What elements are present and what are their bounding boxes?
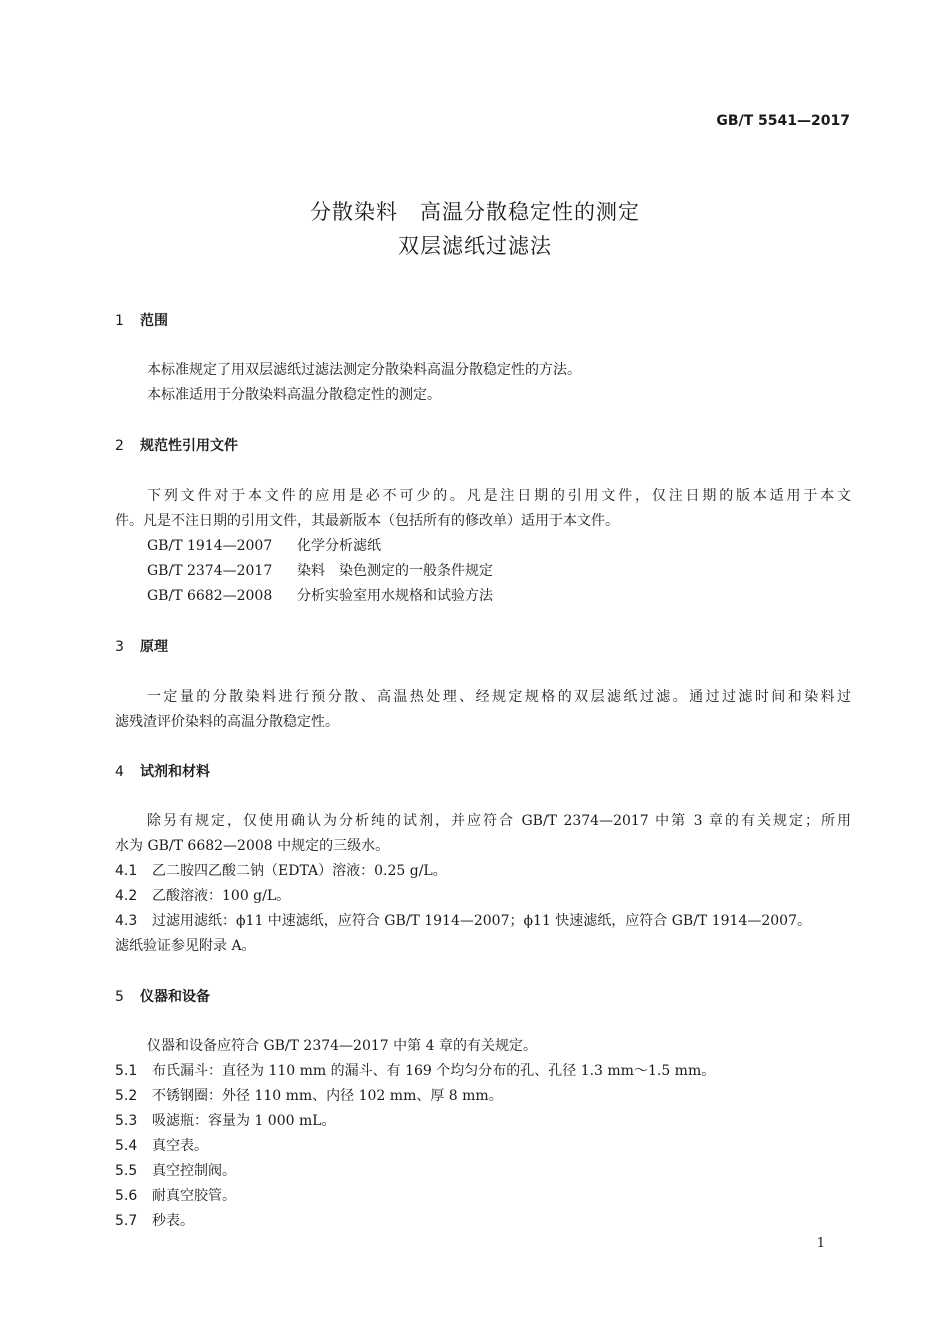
item-text: 真空控制阀。 (152, 1163, 236, 1179)
item-number: 5.4 (115, 1138, 138, 1154)
reference-code: GB/T 6682—2008 (147, 588, 273, 604)
section-number: 4 (115, 764, 124, 780)
item-number: 5.1 (115, 1063, 138, 1079)
item-text: 乙酸溶液：100 g/L。 (152, 888, 291, 904)
item-text: 乙二胺四乙酸二钠（EDTA）溶液：0.25 g/L。 (152, 863, 447, 879)
list-item (115, 1160, 236, 1180)
section-heading-3 (115, 636, 168, 656)
list-item (115, 1210, 194, 1230)
standard-number: GB/T 5541—2017 (716, 113, 850, 129)
reference-name: 染料 染色测定的一般条件规定 (297, 563, 493, 579)
item-text: 吸滤瓶：容量为 1 000 mL。 (152, 1113, 336, 1129)
normative-reference (147, 535, 381, 555)
paragraph-line: 下列文件对于本文件的应用是必不可少的。凡是注日期的引用文件，仅注日期的版本适用于本文 (147, 488, 851, 504)
section-number: 1 (115, 313, 124, 329)
section-heading-1 (115, 310, 168, 330)
reference-code: GB/T 1914—2007 (147, 538, 273, 554)
paragraph: 本标准适用于分散染料高温分散稳定性的测定。 (147, 387, 441, 403)
list-item (115, 885, 290, 905)
section-heading-4 (115, 761, 210, 781)
section-heading-5 (115, 986, 210, 1006)
list-item-continuation: 滤纸验证参见附录 A。 (115, 938, 256, 954)
section-title: 仪器和设备 (140, 989, 210, 1005)
paragraph-line: 件。凡是不注日期的引用文件，其最新版本（包括所有的修改单）适用于本文件。 (115, 513, 619, 529)
section-number: 5 (115, 989, 124, 1005)
paragraph-line: 一定量的分散染料进行预分散、高温热处理、经规定规格的双层滤纸过滤。通过过滤时间和染料过 (147, 689, 851, 705)
list-item (115, 860, 447, 880)
paragraph-line: 水为 GB/T 6682—2008 中规定的三级水。 (115, 838, 390, 854)
paragraph-line: 滤残渣评价染料的高温分散稳定性。 (115, 714, 339, 730)
item-text: 秒表。 (152, 1213, 194, 1229)
section-number: 2 (115, 438, 124, 454)
paragraph: 仪器和设备应符合 GB/T 2374—2017 中第 4 章的有关规定。 (147, 1038, 537, 1054)
section-number: 3 (115, 639, 124, 655)
reference-name: 分析实验室用水规格和试验方法 (297, 588, 493, 604)
reference-code: GB/T 2374—2017 (147, 563, 273, 579)
document-title: 分散染料 高温分散稳定性的测定 (310, 200, 640, 224)
normative-reference (147, 585, 493, 605)
section-heading-2 (115, 435, 238, 455)
section-title: 原理 (140, 639, 168, 655)
item-number: 4.3 (115, 913, 138, 929)
list-item (115, 1135, 208, 1155)
paragraph-line: 除另有规定，仅使用确认为分析纯的试剂，并应符合 GB/T 2374—2017 中第 3 章的有关规定；所用 (147, 813, 851, 829)
section-title: 试剂和材料 (140, 764, 210, 780)
list-item (115, 1110, 336, 1130)
page-number: 1 (816, 1236, 825, 1251)
item-number: 5.2 (115, 1088, 138, 1104)
item-number: 4.1 (115, 863, 138, 879)
list-item (115, 1085, 503, 1105)
item-number: 4.2 (115, 888, 138, 904)
item-text: 过滤用滤纸：ϕ11 中速滤纸，应符合 GB/T 1914—2007；ϕ11 快速滤纸，应符合 GB/T 1914—2007。 (152, 913, 811, 929)
list-item (115, 1185, 236, 1205)
item-number: 5.7 (115, 1213, 138, 1229)
paragraph: 本标准规定了用双层滤纸过滤法测定分散染料高温分散稳定性的方法。 (147, 362, 581, 378)
normative-reference (147, 560, 493, 580)
section-title: 范围 (140, 313, 168, 329)
item-text: 耐真空胶管。 (152, 1188, 236, 1204)
item-text: 不锈钢圈：外径 110 mm、内径 102 mm、厚 8 mm。 (152, 1088, 503, 1104)
item-text: 真空表。 (152, 1138, 208, 1154)
section-title: 规范性引用文件 (140, 438, 238, 454)
list-item (115, 910, 811, 930)
reference-name: 化学分析滤纸 (297, 538, 381, 554)
item-number: 5.5 (115, 1163, 138, 1179)
item-number: 5.6 (115, 1188, 138, 1204)
item-number: 5.3 (115, 1113, 138, 1129)
document-subtitle: 双层滤纸过滤法 (398, 234, 552, 258)
item-text: 布氏漏斗：直径为 110 mm 的漏斗、有 169 个均匀分布的孔、孔径 1.3 mm～1.5 mm。 (152, 1063, 716, 1079)
list-item (115, 1060, 715, 1080)
